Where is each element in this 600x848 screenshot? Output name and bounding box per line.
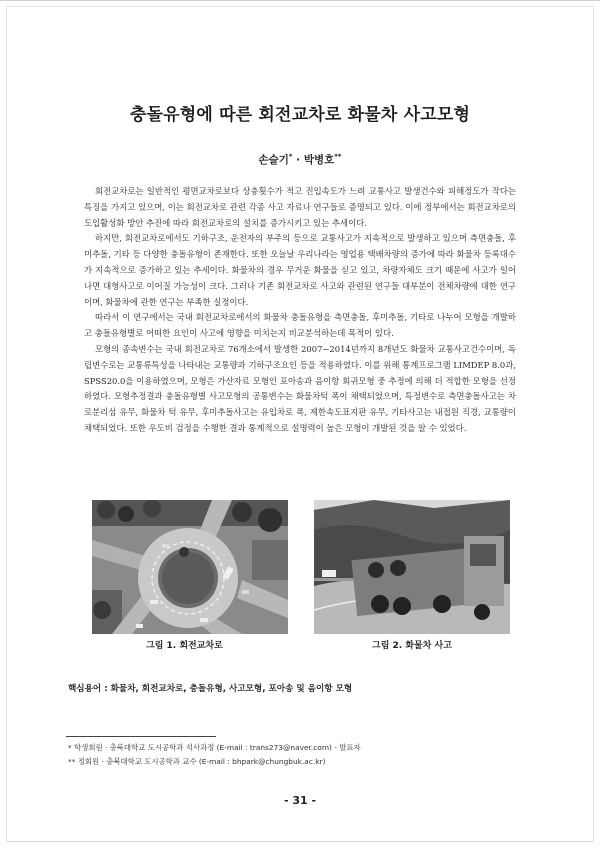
paragraph-2: 하지만, 회전교차로에서도 기하구조, 운전자의 부주의 등으로 교통사고가 지속적으로 발생하고 있으며 측면충돌, 후미추돌, 기타 등 다양한 충돌유형이 존재한다. 또한 오늘날 우리나라는 영업용 택배차량의 증가에 따라 화물차 등록대수가 지속적으로 증가하고 있는 추세이다. 화물차의 경우 무거운 화물을 싣고 있고, 차량자체도 크기 때문에 사고가 일어나면 대형사고로 이어질 가능성이 크다. 그러나 기존 회전교차로 사고와 관련된 연구들 대부분이 전체차량에 대한 연구이며, 화물차에 관한 연구는 부족한 실정이다. <box>84 233 516 307</box>
author-separator: · <box>292 154 304 166</box>
abstract-body <box>84 184 516 437</box>
footnote-2: ** 정회원 · 충북대학교 도시공학과 교수 (E-mail : bhpark@chungbuk.ac.kr) <box>68 757 326 766</box>
truck-accident-photo <box>314 500 510 634</box>
footnotes <box>68 741 361 769</box>
author-1: 손슬기 <box>258 154 289 166</box>
author-2-mark: ** <box>334 152 342 161</box>
figure-roundabout <box>92 500 288 651</box>
paragraph-3: 따라서 이 연구에서는 국내 회전교차로에서의 화물차 충돌유형을 측면충돌, 후미추돌, 기타로 나누어 모형을 개발하고 충돌유형별로 어떠한 요인이 사고에 영향을 미치는지 비교분석하는데 목적이 있다. <box>84 312 516 339</box>
page-number: - 31 - <box>283 794 317 807</box>
paragraph-1: 회전교차로는 일반적인 평면교차로보다 상충횟수가 적고 진입속도가 느려 교통사고 발생건수와 피해정도가 작다는 특징을 가지고 있으며, 이는 회전교차로 관련 각종 사고 자료나 연구들로 증명되고 있다. 이에 정부에서는 회전교차로의 도입활성화 방안 추진에 따라 회전교차로의 설치를 증가시키고 있는 추세이다. <box>84 186 516 228</box>
paper-title: 충돌유형에 따른 회전교차로 화물차 사고모형 <box>129 105 471 125</box>
figure-2-caption: 그림 2. 화물차 사고 <box>372 641 452 651</box>
figure-truck-accident <box>314 500 510 651</box>
footnote-1: * 학생회원 · 충북대학교 도시공학과 석사과정 (E-mail : trans273@naver.com) - 발표자 <box>68 743 361 752</box>
author-1-mark: * <box>288 152 293 161</box>
paragraph-4: 모형의 종속변수는 국내 회전교차로 76개소에서 발생한 2007~2014년까지 8개년도 화물차 교통사고건수이며, 독립변수로는 교통류특성을 나타내는 교통량과 기하구조요인 등을 적용하였다. 이를 위해 통계프로그램 LIMDEP 8.0과, SPSS20.0을 이용하였으며, 모형은 가산자료 모형인 포아송과 음이항 회귀모형 중 추정에 의해 더 적합한 모형을 선정하였다. 모형추정결과 충돌유형별 사고모형의 공통변수는 화물차턱 폭이 채택되었으며, 특정변수로 측면충돌사고는 차로분리섬 유무, 화물차 턱 유무, 후미추돌사고는 유입차로 폭, 제한속도표지판 유무, 기타사고는 내접원 직경, 교통량이 채택되었다. 또한 우도비 검정을 수행한 결과 통계적으로 설명력이 높은 모형이 개발된 것을 알 수 있었다. <box>84 343 516 433</box>
roundabout-photo <box>92 500 288 634</box>
footnote-rule <box>66 736 216 737</box>
author-2: 박병호 <box>303 154 335 166</box>
figure-1-caption: 그림 1. 회전교차로 <box>146 641 223 651</box>
figures <box>0 500 600 660</box>
top-rule <box>0 0 600 1</box>
author-line <box>0 152 600 167</box>
keywords: 핵심용어 : 화물차, 회전교차로, 충돌유형, 사고모형, 포아송 및 음이항 모형 <box>68 684 353 694</box>
